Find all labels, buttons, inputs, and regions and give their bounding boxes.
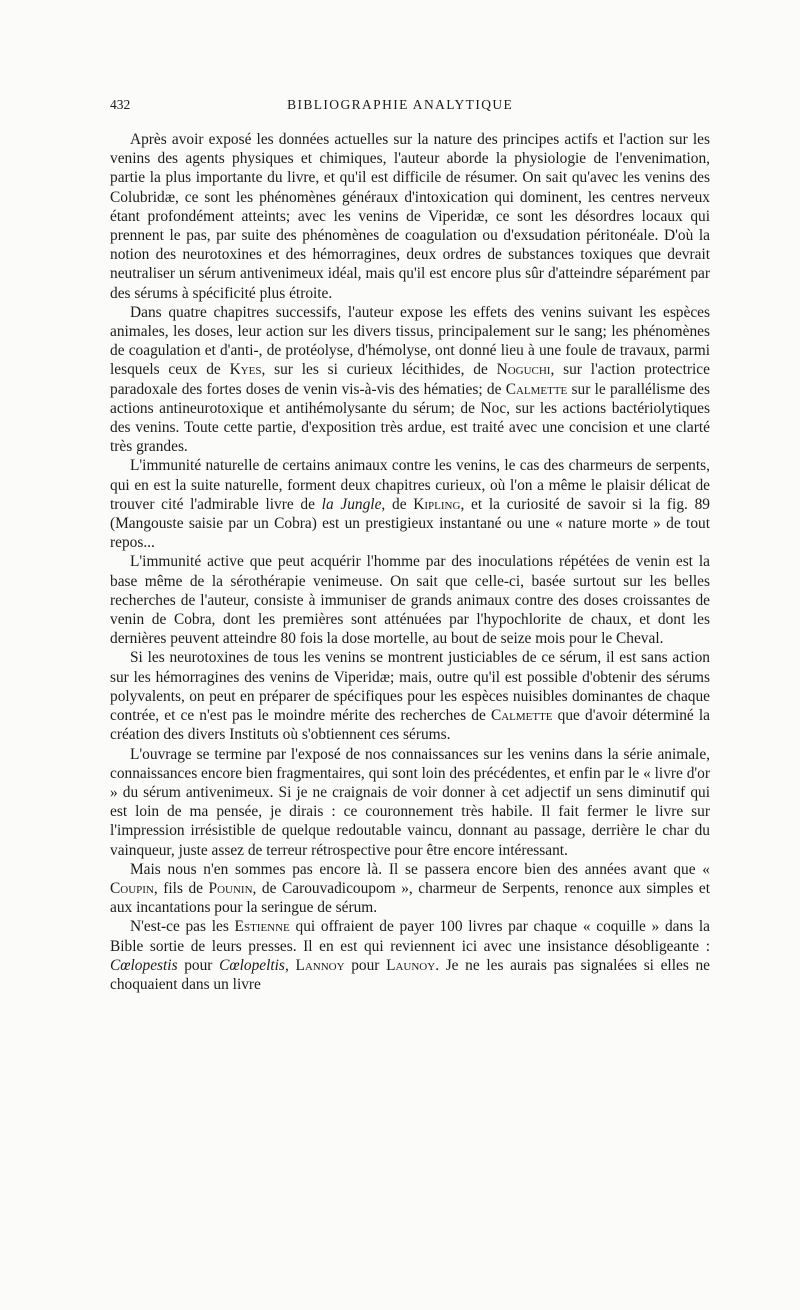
page-number: 432 xyxy=(110,97,131,112)
text-run: , sur l'action protectrice paradoxale des fortes doses de venin vis-à-vis des hématies; de xyxy=(110,361,710,398)
text-run: qui offraient de payer 100 livres par chaque « coquille » dans la Bible sortie de leurs presses. Il en est qui reviennent ici avec une insistance désobligeante : xyxy=(110,918,710,955)
paragraph xyxy=(110,303,710,457)
author-name: Kyes xyxy=(229,361,262,379)
italic-text: Cœlopestis xyxy=(110,956,178,974)
italic-text: Cœlopeltis xyxy=(219,956,285,974)
text-run: Si les neurotoxines de tous les venins se montrent justiciables de ce sérum, il est sans action sur les hémorragines des venins de Viperidæ; mais, outre qu'il est possible d'obtenir des sérums polyvalents, on peut en préparer de spécifiques pour les espèces nuisibles dominantes de chaque contrée, et ce n'est pas le moindre mérite des recherches de xyxy=(110,649,710,725)
running-title: BIBLIOGRAPHIE ANALYTIQUE xyxy=(287,97,514,112)
text-run: , xyxy=(284,956,296,974)
text-run: L'immunité active que peut acquérir l'homme par des inoculations répétées de venin est la base même de la sérothérapie venimeuse. On sait que celle-ci, basée surtout sur les belles recherches de l'auteur, consiste à immuniser de grands animaux contre des doses croissantes de venin de Cobra, dont les premières sont atténuées par l'hypochlorite de chaux, et dont les dernières peuvent atteindre 80 fois la dose mortelle, au bout de seize mois pour le Cheval. xyxy=(110,553,710,648)
author-name: Calmette xyxy=(505,380,568,398)
author-name: Calmette xyxy=(490,707,553,725)
text-run: pour xyxy=(177,956,220,974)
paragraph xyxy=(110,860,710,918)
book-page xyxy=(110,97,710,994)
text-run: L'immunité naturelle de certains animaux contre les venins, le cas des charmeurs de serpents, qui en est la suite naturelle, forment deux chapitres curieux, où l'on a même le plaisir délicat de trouver cité l'admirable livre de xyxy=(110,457,710,513)
author-name: Estienne xyxy=(234,918,290,936)
text-run: , de xyxy=(381,495,414,513)
text-run: Dans quatre chapitres successifs, l'auteur expose les effets des venins suivant les espèces animales, les doses, leur action sur les divers tissus, principalement sur le sang; les phénomènes de coagulation et d'anti-, de protéolyse, d'hémolyse, ont donné lieu à une foule de travaux, parmi lesquels ceux de xyxy=(110,303,710,379)
author-name: Coupin xyxy=(110,879,154,897)
text-run: , et la curiosité de savoir si la fig. 89 (Mangouste saisie par un Cobra) est un prestigieux instantané ou une « nature morte » de tout repos... xyxy=(110,495,710,552)
italic-text: la Jungle xyxy=(321,495,382,513)
paragraph xyxy=(110,456,710,552)
paragraph xyxy=(110,552,710,648)
author-name: Pounin xyxy=(208,879,253,897)
text-run: N'est-ce pas les xyxy=(130,918,235,936)
text-run: Après avoir exposé les données actuelles sur la nature des principes actifs et l'action sur les venins des agents physiques et chimiques, l'auteur aborde la physiologie de l'envenimation, partie la plus importante du livre, et qu'il est difficile de résumer. On sait qu'avec les venins des Colubridæ, ce sont les phénomènes généraux d'intoxication qui dominent, les centres nerveux étant profondément atteints; avec les venins de Viperidæ, ce sont les désordres locaux qui prennent le pas, par suite des phénomènes de coagulation ou d'exsudation péritonéale. D'où la notion des neurotoxines et des hémorragines, deux ordres de substances toxiques que devrait neutraliser un sérum antivenimeux idéal, mais qu'il est encore plus sûr d'atteindre séparément par des sérums à spécificité plus étroite. xyxy=(110,131,710,302)
text-run: L'ouvrage se termine par l'exposé de nos connaissances sur les venins dans la série animale, connaissances encore bien fragmentaires, qui sont loin des précédentes, et enfin par le « livre d'or » du sérum antivenimeux. Si je ne craignais de voir donner à cet adjectif un sens diminutif qui est loin de ma pensée, je dirais : ce couronnement très habile. Il fait fermer le livre sur l'impression irrésistible de quelque redoutable vaincu, donnant au passage, derrière le char du vainqueur, juste assez de terreur rétrospective pour être encore intéressant. xyxy=(110,745,710,859)
text-run: que d'avoir déterminé la création des divers Instituts où s'obtiennent ces sérums. xyxy=(110,707,710,744)
text-run: Mais nous n'en sommes pas encore là. Il se passera encore bien des années avant que « xyxy=(130,860,710,878)
text-run: , de Carouvadicoupom », charmeur de Serpents, renonce aux simples et aux incantations pour la seringue de sérum. xyxy=(110,879,710,917)
paragraph xyxy=(110,648,710,744)
body-text xyxy=(110,130,710,994)
author-name: Lannoy xyxy=(295,956,345,974)
paragraph xyxy=(110,130,710,303)
author-name: Noguchi xyxy=(496,361,551,379)
author-name: Kipling xyxy=(413,495,461,513)
text-run: , fils de xyxy=(153,879,209,897)
text-run: . Je ne les aurais pas signalées si elles ne choquaient dans un livre xyxy=(110,956,710,993)
text-run: sur le parallélisme des actions antineurotoxique et antihémolysante du sérum; de Noc, sur les actions bactériolytiques des venins. Toute cette partie, d'exposition très ardue, est traité avec une concision et une clarté très grandes. xyxy=(110,380,710,456)
running-header xyxy=(110,97,710,113)
text-run: , sur les si curieux lécithides, de xyxy=(261,361,497,379)
paragraph xyxy=(110,745,710,860)
paragraph xyxy=(110,917,710,994)
text-run: pour xyxy=(344,956,387,974)
author-name: Launoy xyxy=(386,956,436,974)
